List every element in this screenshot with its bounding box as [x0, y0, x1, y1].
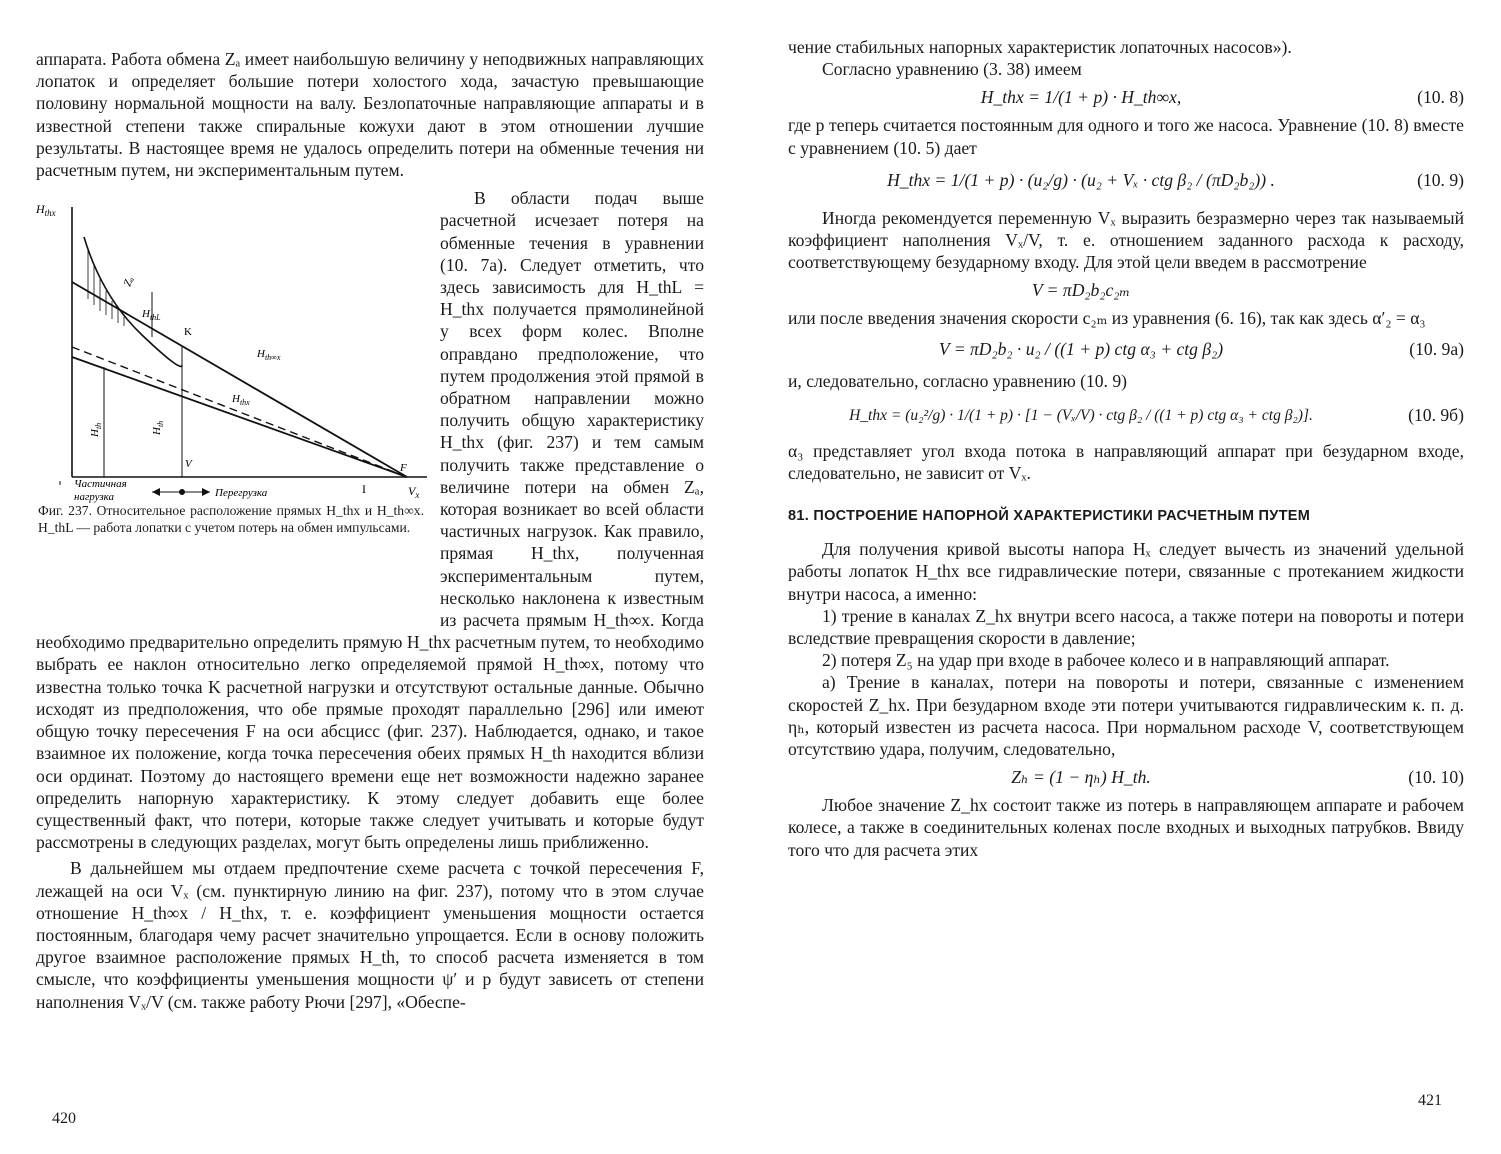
label-overload: Перегрузка	[215, 487, 268, 500]
right-paragraph-1: чение стабильных напорных характеристик лопаточных насосов»).	[788, 37, 1292, 57]
left-paragraph-1: аппарата. Работа обмена Zₐ имеет наибольшую величину у неподвижных направляющих лопаток и определяет большие потери холостого хода, зачастую превышающие половину нормальной мощности на валу. Безлопаточные направляющие аппараты и в известной степени также спиральные кожухи дают в этом отношении лучшие результаты. В настоящее время не удалось определить потери на обменные течения ни расчетным путем, ни экспериментальным путем.	[36, 49, 704, 181]
label-partial-load: Частичная	[74, 478, 127, 491]
label-vx: $V_x$	[408, 484, 420, 501]
label-hth-1: $H_{th}$	[89, 423, 103, 438]
label-h-th-inf-x: $H_{th\infty x}$	[257, 348, 281, 363]
page-number-left: 420	[52, 1110, 76, 1127]
equation-v	[788, 273, 1464, 307]
equation-10-8-formula: H_thx = 1/(1 + p) · H_th∞x,	[980, 86, 1182, 107]
line-h-thx-dashed	[72, 347, 407, 477]
equation-10-9	[788, 159, 1464, 203]
equation-v-formula: V = πD₂b₂c₂ₘ	[1031, 279, 1131, 300]
right-paragraph-11: а) Трение в каналах, потери на повороты и потери, связанные с изменением скоростей Z_hx. При безударном входе эти потери учитываются гидравлическим к. п. д. ηₕ, который известен из расчета насоса. При нормальном расходе V, соответствующем отсутствию удара, получим, следовательно,	[788, 672, 1464, 760]
equation-10-10-formula: Zₕ = (1 − ηₕ) H_th.	[1011, 766, 1151, 787]
right-text-column	[788, 36, 1464, 861]
line-h-thx	[72, 357, 407, 477]
equation-10-9a	[788, 330, 1464, 370]
label-hthx: $H_{thx}$	[232, 393, 250, 408]
right-paragraph-5: или после введения значения скорости c₂ₘ из уравнения (6. 16), так как здесь α′₂ = α₃	[788, 308, 1426, 329]
page-number-right: 421	[1418, 1092, 1442, 1109]
right-paragraph-2: Согласно уравнению (3. 38) имеем	[822, 59, 1082, 80]
curve-h-thl	[84, 237, 182, 366]
section-title: 81. ПОСТРОЕНИЕ НАПОРНОЙ ХАРАКТЕРИСТИКИ РАСЧЕТНЫМ ПУТЕМ	[788, 508, 1311, 525]
right-paragraph-6: и, следовательно, согласно уравнению (10. 9)	[788, 370, 1128, 391]
left-paragraph-3: В дальнейшем мы отдаем предпочтение схеме расчета с точкой пересечения F, лежащей на оси Vₓ (см. пунктирную линию на фиг. 237), потому что в этом случае отношение H_th∞x / H_thx, т. е. коэффициент уменьшения мощности остается постоянным, благодаря чему расчет значительно упрощается. Если в основу положить другое взаимное расположение прямых H_th, то способ расчета изменяется в том смысле, что коэффициенты уменьшения мощности ψ′ и p будут зависеть от степени наполнения Vₓ/V (см. также работу Рючи [297], «Обеспе-	[36, 858, 704, 1012]
equation-10-8-number: (10. 8)	[1417, 86, 1464, 107]
figure-wrap	[36, 181, 704, 853]
right-page	[752, 0, 1501, 1154]
right-paragraph-12: Любое значение Z_hx состоит также из потерь в направляющем аппарате и рабочем колесе, а также в соединительных коленах после входных и выходных патрубков. Ввиду того что для расчета этих	[788, 795, 1464, 860]
figure-caption: Фиг. 237. Относительное расположение прямых H_thx и H_th∞x. H_thL — работа лопатки с учетом потерь на обмен импульсами.	[38, 503, 424, 535]
y-label: $H_{thx}$	[36, 202, 56, 219]
right-paragraph-3: где p теперь считается постоянным для одного и того же насоса. Уравнение (10. 8) вместе с уравнением (10. 5) дает	[788, 115, 1464, 158]
left-text-column	[36, 48, 704, 1013]
svg-text:нагрузка: нагрузка	[74, 491, 115, 504]
line-h-th-inf-x	[72, 282, 407, 477]
equation-10-9b-number: (10. 9б)	[1408, 405, 1464, 426]
figure-237-diagram	[32, 187, 432, 507]
label-hth-2: $H_{th}$	[151, 421, 165, 436]
right-paragraph-10: 2) потеря Z₅ на удар при входе в рабочее колесо и в направляющий аппарат.	[822, 650, 1390, 671]
equation-10-9b-formula: H_thx = (u₂²/g) · 1/(1 + p) · [1 − (Vₓ/V) · ctg β₂ / ((1 + p) ctg α₃ + ctg β₂)].	[849, 406, 1313, 424]
equation-10-9b	[788, 392, 1464, 440]
equation-10-9-number: (10. 9)	[1417, 170, 1464, 191]
equation-10-10	[788, 760, 1464, 794]
right-paragraph-7: α₃ представляет угол входа потока в направляющий аппарат при безударном входе, следовательно, не зависит от Vₓ.	[788, 440, 1464, 484]
equation-10-9a-formula: V = πD₂b₂ · u₂ / ((1 + p) ctg α₃ + ctg β₂)	[938, 339, 1224, 360]
equation-10-8	[788, 80, 1464, 114]
equation-10-9a-number: (10. 9а)	[1409, 339, 1464, 360]
label-f: F	[400, 462, 407, 475]
right-paragraph-8: Для получения кривой высоты напора Hₓ следует вычесть из значений удельной работы лопаток H_thx все гидравлические потери, связанные с протеканием жидкости внутри насоса, а именно:	[788, 539, 1464, 604]
equation-10-9-formula: H_thx = 1/(1 + p) · (u₂/g) · (u₂ + Vₓ · ctg β₂ / (πD₂b₂)) .	[887, 170, 1275, 191]
equation-10-10-number: (10. 10)	[1408, 766, 1464, 787]
label-k: K	[184, 326, 192, 339]
right-paragraph-9: 1) трение в каналах Z_hx внутри всего насоса, а также потери на повороты и потери вследствие превращения скорости в давление;	[788, 605, 1464, 649]
label-v: V	[185, 458, 192, 471]
label-za: Zₐ	[121, 275, 137, 289]
figure-237	[32, 187, 432, 617]
left-page	[0, 0, 750, 1154]
label-i: I	[362, 482, 366, 497]
right-paragraph-4: Иногда рекомендуется переменную Vₓ выразить безразмерно через так называемый коэффициент наполнения Vₓ/V, т. е. отношением заданного расхода к расходу, соответствующему безударному входу. Для этой цели введем в рассмотрение	[788, 207, 1464, 273]
label-hthl: $H_{thL}$	[142, 308, 161, 323]
left-paragraph-2: В области подач выше расчетной исчезает потеря на обменные течения в уравнении (10. 7а). Следует отметить, что здесь зависимость для H_thL = H_thx получается прямолинейной у всех форм колес. Вполне оправдано предположение, что путем продолжения этой прямой в обратном направлении можно получить общую характеристику H_thx (фиг. 237) и тем самым получить также представление о величине потери на обмен Zₐ, которая возникает во всей области частичных нагрузок. Как правило, прямая H_thx, полученная экспериментальным путем, несколько наклонена к известным из расчета прямым H_th∞x. Когда необходимо предварительно определить прямую H_thx расчетным путем, то необходимо выбрать ее наклон относительно легко определяемой прямой H_th∞x, потому что известна только точка K расчетной нагрузки и отсутствуют остальные данные. Обычно исходят из предположения, что обе прямые проходят параллельно [296] или имеют общую точку пересечения F на оси абсцисс (фиг. 237). Наблюдается, однако, и такое взаимное их положение, когда точка пересечения обеих прямых H_th находится вблизи оси ординат. Поэтому до настоящего времени еще нет возможности надежно заранее определить напорную характеристику. К этому следует добавить еще более существенный факт, что потери, которые также следует учитывать и которые будут рассмотрены в следующих разделах, могут быть определены лишь приближенно.	[36, 188, 704, 853]
